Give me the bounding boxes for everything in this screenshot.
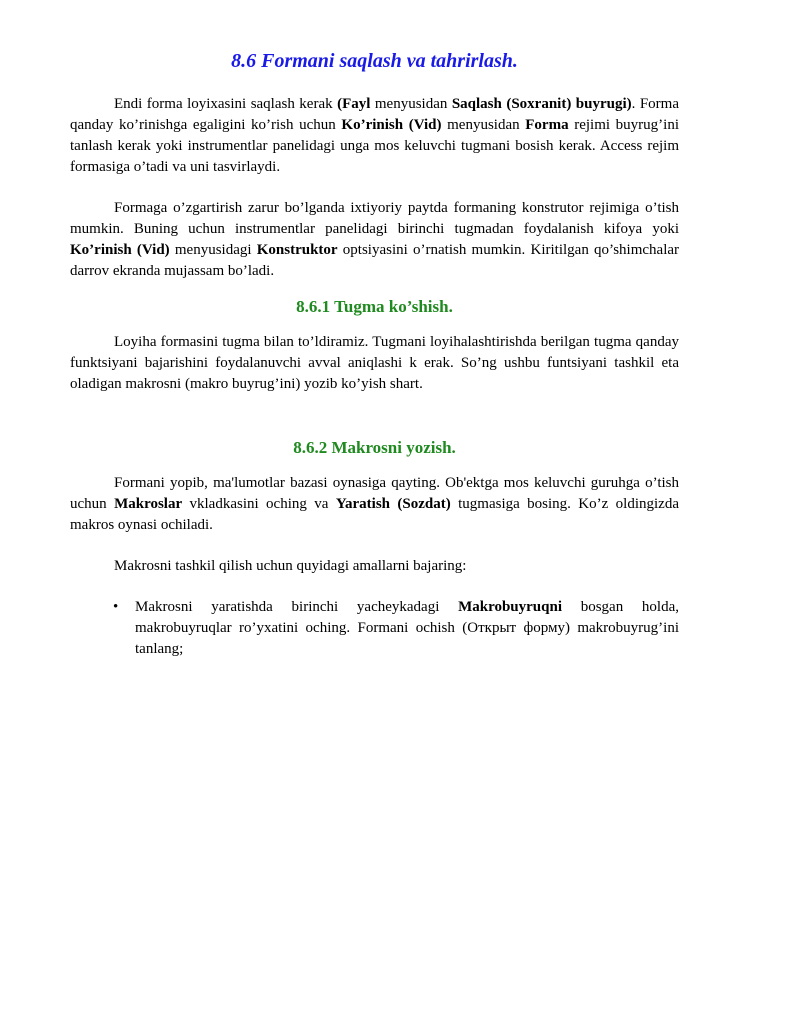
text-run: Loyiha formasini tugma bilan to’ldiramiz. Tugmani loyihalashtirishda berilgan tugma qanday funktsiyani bajarishini foydalanuvchi avval aniqlashi k erak. So’ng ushbu funtsiyani tashkil eta oladigan makrosni (makro buyrug’ini) yozib ko’yish shart. [70,334,679,392]
paragraph-edit-form [70,198,679,282]
text-run: menyusidagi [169,242,257,258]
text-run: Formaga o’zgartirish zarur bo’lganda ixtiyoriy paytda formaning konstrutor rejimiga o’tish mumkin. Buning uchun instrumentlar panelidagi birinchi tugmadan foydalanish kifoya yoki [70,200,679,237]
text-run: optsiyasini o’rnatish mumkin. Kiritilgan qo’shimchalar darrov ekranda mujassam bo’ladi. [70,242,680,279]
text-run: rejimi buyrug’ini tanlash kerak yoki instrumentlar panelidagi unga mos keluvchi tugmani bosish kerak. Access rejim formasiga o’tadi va uni tasvirlaydi. [70,117,679,175]
text-run: . Forma qanday ko’rinishga egaligini ko’rish uchun [70,96,679,133]
text-run: vkladkasini oching va [182,496,336,512]
section-heading-add-button: 8.6.1 Tugma ko’shish. [296,297,453,316]
text-run: bosgan holda, makrobuyruqlar ro’yxatini oching. Formani ochish (Открыт форму) makrobuyrug’ini tanlang; [135,599,679,657]
bullet-icon: • [113,599,119,615]
bold-term: Konstruktor [256,242,338,258]
document-content [70,48,679,660]
bold-term: Forma [525,117,569,133]
list-item [70,597,679,660]
bold-term: Ko’rinish (Vid) [341,117,442,133]
paragraph-macro-steps-intro [70,556,679,577]
text-run: Makrosni tashkil qilish uchun quyidagi amallarni bajaring: [114,558,467,574]
bold-term: Makroslar [114,496,183,512]
macro-steps-list [70,597,679,660]
text-run: menyusidan [370,96,452,112]
text-run: Formani yopib, ma'lumotlar bazasi oynasiga qayting. Ob'ektga mos keluvchi guruhga o’tish uchun [70,475,679,512]
text-run: Makrosni yaratishda birinchi yacheykadagi [135,599,459,615]
bold-term: Saqlash (Soxranit) buyrugi) [451,96,632,112]
text-run: Endi forma loyixasini saqlash kerak [114,96,338,112]
bold-term: Yaratish (Sozdat) [335,496,451,512]
bold-term: (Fayl [337,96,371,112]
paragraph-save-form [70,94,679,178]
page-title: 8.6 Formani saqlash va tahrirlash. [231,50,518,72]
list-item-text [135,599,679,657]
bold-term: Makrobuyruqni [458,599,563,615]
section-heading-write-macro: 8.6.2 Makrosni yozish. [293,438,456,457]
bold-term: Ko’rinish (Vid) [70,242,170,258]
text-run: tugmasiga bosing. Ko’z oldingizda makros oynasi ochiladi. [70,496,679,533]
paragraph-add-button [70,332,679,395]
text-run: menyusidan [441,117,526,133]
paragraph-write-macro [70,473,679,536]
